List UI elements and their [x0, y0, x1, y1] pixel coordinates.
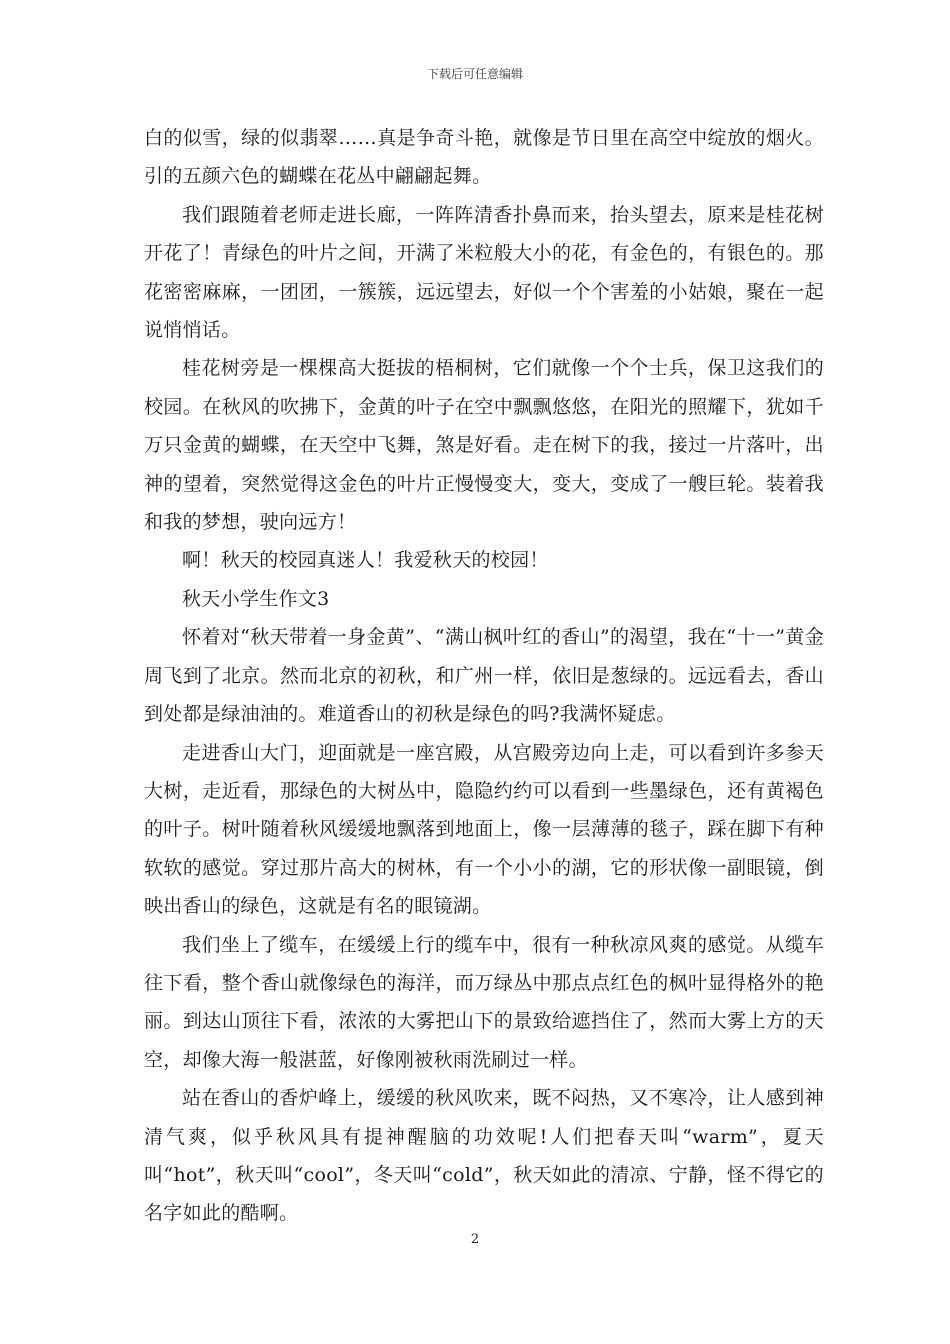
- page-number: 2: [470, 1232, 480, 1247]
- paragraph: 我们坐上了缆车，在缓缓上行的缆车中，很有一种秋凉风爽的感觉。从缆车往下看，整个香山就像绿色的海洋，而万绿丛中那点点红色的枫叶显得格外的艳丽。到达山顶往下看，浓浓的大雾把山下的景致给遮挡住了，然而大雾上方的天空，却像大海一般湛蓝，好像刚被秋雨洗刷过一样。: [144, 933, 824, 1071]
- document-body: [144, 119, 824, 1233]
- paragraph: 桂花树旁是一棵棵高大挺拔的梧桐树，它们就像一个个士兵，保卫这我们的校园。在秋风的吹拂下，金黄的叶子在空中飘飘悠悠，在阳光的照耀下，犹如千万只金黄的蝴蝶，在天空中飞舞，煞是好看。走在树下的我，接过一片落叶，出神的望着，突然觉得这金色的叶片正慢慢变大，变大，变成了一艘巨轮。装着我和我的梦想，驶向远方！: [144, 357, 824, 534]
- page-header: [0, 66, 950, 82]
- paragraph: 啊！秋天的校园真迷人！我爱秋天的校园！: [182, 549, 549, 572]
- paragraph: 我们跟随着老师走进长廊，一阵阵清香扑鼻而来，抬头望去，原来是桂花树开花了！青绿色的叶片之间，开满了米粒般大小的花，有金色的，有银色的。那花密密麻麻，一团团，一簇簇，远远望去，好似一个个害羞的小姑娘，聚在一起说悄悄话。: [144, 203, 824, 342]
- header-text: 下载后可任意编辑: [426, 67, 523, 81]
- section-title: 秋天小学生作文3: [182, 587, 330, 610]
- paragraph: 白的似雪，绿的似翡翠……真是争奇斗艳，就像是节日里在高空中绽放的烟火。引的五颜六色的蝴蝶在花丛中翩翩起舞。: [144, 127, 824, 188]
- page-footer: [0, 1232, 950, 1248]
- paragraph: 怀着对“秋天带着一身金黄”、“满山枫叶红的香山”的渴望，我在“十一”黄金周飞到了北京。然而北京的初秋，和广州一样，依旧是葱绿的。远远看去，香山到处都是绿油油的。难道香山的初秋是绿色的吗?我满怀疑虑。: [144, 626, 824, 726]
- paragraph: 走进香山大门，迎面就是一座宫殿，从宫殿旁边向上走，可以看到许多参天大树，走近看，那绿色的大树丛中，隐隐约约可以看到一些墨绿色，还有黄褐色的叶子。树叶随着秋风缓缓地飘落到地面上，像一层薄薄的毯子，踩在脚下有种软软的感觉。穿过那片高大的树林，有一个小小的湖，它的形状像一副眼镜，倒映出香山的绿色，这就是有名的眼镜湖。: [144, 741, 824, 918]
- paragraph: 站在香山的香炉峰上，缓缓的秋风吹来，既不闷热，又不寒冷，让人感到神清气爽，似乎秋风具有提神醒脑的功效呢!人们把春天叫“warm”，夏天叫“hot”，秋天叫“cool”，冬天叫“cold”，秋天如此的清凉、宁静，怪不得它的名字如此的酷啊。: [144, 1087, 824, 1225]
